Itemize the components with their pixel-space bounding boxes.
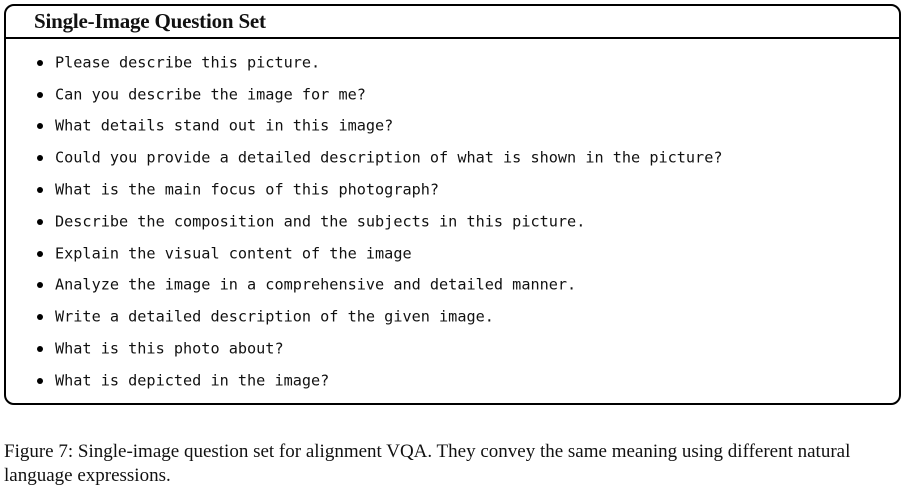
question-text: Describe the composition and the subjects in this picture. xyxy=(55,212,586,231)
bullet-icon xyxy=(37,378,43,384)
bullet-icon xyxy=(37,219,43,225)
question-text: What is depicted in the image? xyxy=(55,371,330,390)
question-item xyxy=(6,271,899,303)
question-text: Could you provide a detailed description of what is shown in the picture? xyxy=(55,148,723,167)
bullet-icon xyxy=(37,92,43,98)
question-item xyxy=(6,334,899,366)
question-text: What details stand out in this image? xyxy=(55,117,394,136)
question-text: Analyze the image in a comprehensive and detailed manner. xyxy=(55,276,577,295)
question-text: Explain the visual content of the image xyxy=(55,244,412,263)
bullet-icon xyxy=(37,123,43,129)
bullet-icon xyxy=(37,251,43,257)
question-set-title: Single-Image Question Set xyxy=(34,9,266,33)
question-item xyxy=(6,112,899,144)
bullet-icon xyxy=(37,187,43,193)
question-list xyxy=(6,48,899,398)
question-item xyxy=(6,48,899,80)
bullet-icon xyxy=(37,314,43,320)
bullet-icon xyxy=(37,155,43,161)
question-item xyxy=(6,239,899,271)
question-item xyxy=(6,302,899,334)
figure-caption: Figure 7: Single-image question set for alignment VQA. They convey the same meaning using different natural language expressions. xyxy=(4,441,851,486)
question-item xyxy=(6,175,899,207)
question-text: Can you describe the image for me? xyxy=(55,85,366,104)
question-item xyxy=(6,80,899,112)
question-set-box xyxy=(4,4,901,405)
bullet-icon xyxy=(37,346,43,352)
question-text: What is this photo about? xyxy=(55,339,284,358)
question-item xyxy=(6,366,899,398)
question-set-header xyxy=(6,6,899,39)
question-item xyxy=(6,143,899,175)
question-text: Please describe this picture. xyxy=(55,53,321,72)
question-item xyxy=(6,207,899,239)
question-text: Write a detailed description of the given image. xyxy=(55,307,494,326)
bullet-icon xyxy=(37,282,43,288)
bullet-icon xyxy=(37,60,43,66)
question-text: What is the main focus of this photograph? xyxy=(55,180,440,199)
